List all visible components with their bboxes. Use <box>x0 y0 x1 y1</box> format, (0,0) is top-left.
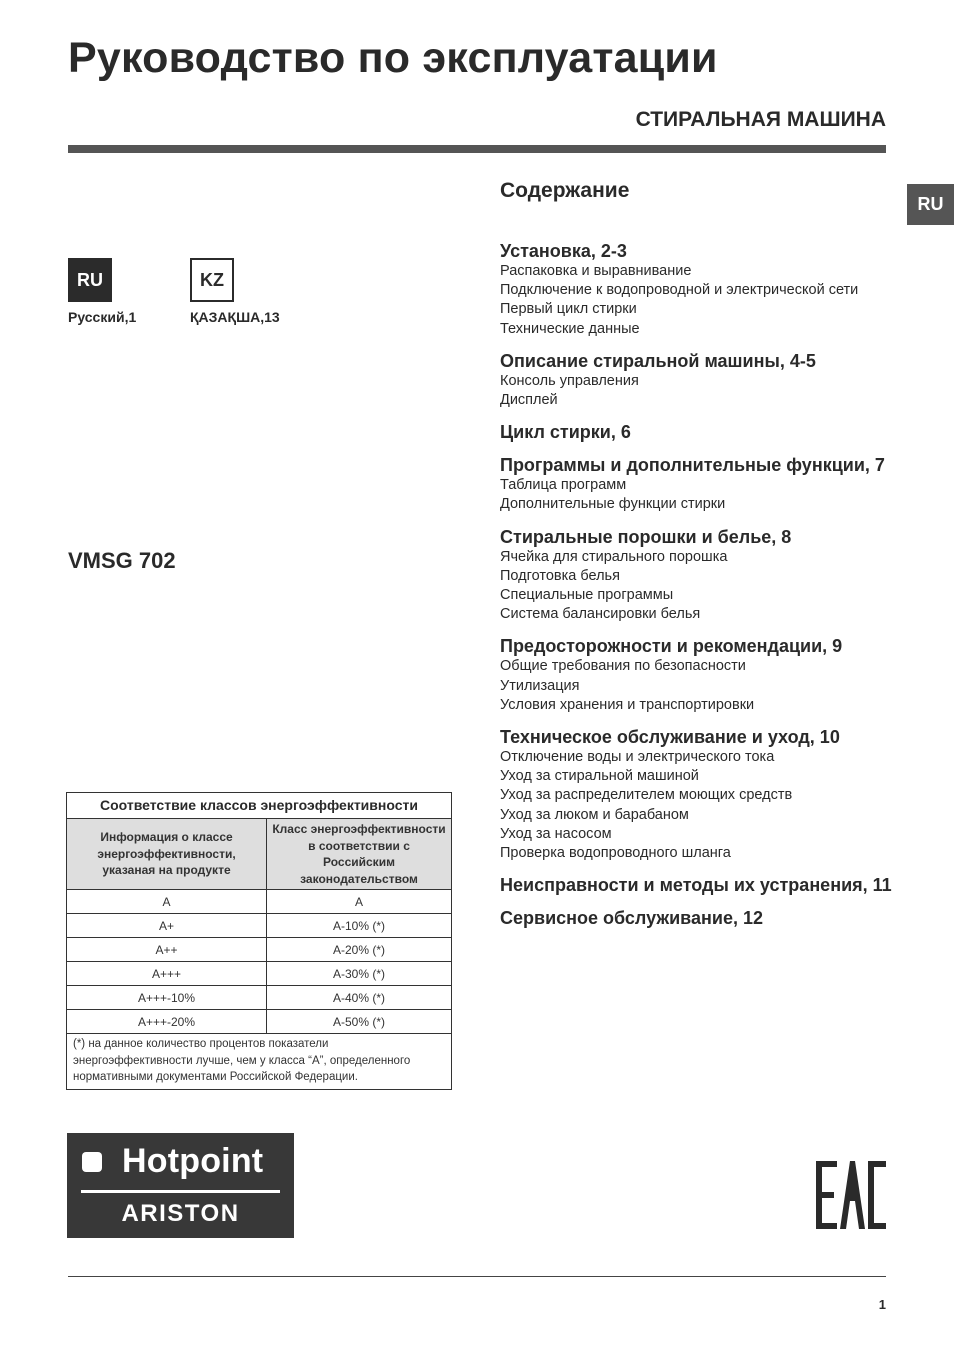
toc-item[interactable]: Подключение к водопроводной и электрической сети <box>500 282 859 299</box>
toc-section-title[interactable]: Цикл стирки, 6 <box>500 422 631 443</box>
table-row <box>67 938 451 962</box>
toc-section <box>500 907 900 929</box>
toc-section <box>500 874 900 896</box>
toc-item[interactable]: Уход за насосом <box>500 825 612 842</box>
toc-section-title[interactable]: Стиральные порошки и белье, 8 <box>500 526 792 547</box>
energy-col-russian-class: Класс энергоэффективности в соответствии с Российским законодательством <box>267 819 452 890</box>
toc-item[interactable]: Технические данные <box>500 320 640 337</box>
energy-table <box>67 819 451 1034</box>
energy-product-class-cell: A+ <box>67 914 267 938</box>
toc-item[interactable]: Уход за распределителем моющих средств <box>500 787 793 804</box>
toc-section <box>500 454 900 514</box>
toc-section-title[interactable]: Установка, 2-3 <box>500 241 627 261</box>
logo-sub-text: ARISTON <box>121 1200 240 1227</box>
energy-russian-class-cell: A-50% (*) <box>267 1010 452 1034</box>
logo-divider <box>81 1190 280 1193</box>
energy-product-class-cell: A+++-20% <box>67 1010 267 1034</box>
table-row <box>67 962 451 986</box>
energy-col-product-class: Информация о классе энергоэффективности, указаная на продукте <box>67 819 267 890</box>
toc-section-title[interactable]: Программы и дополнительные функции, 7 <box>500 455 885 476</box>
toc-section <box>500 240 900 339</box>
table-row <box>67 1010 451 1034</box>
toc-item[interactable]: Специальные программы <box>500 587 674 604</box>
energy-class-table <box>66 792 452 1090</box>
language-side-tab: RU <box>907 184 954 225</box>
energy-product-class-cell: A <box>67 890 267 914</box>
page-title: Руководство по эксплуатации <box>68 34 718 82</box>
energy-table-title: Соответствие классов энергоэффективности <box>67 793 451 819</box>
eac-certification-mark <box>816 1161 886 1229</box>
toc-item[interactable]: Отключение воды и электрического тока <box>500 749 775 766</box>
toc-item[interactable]: Система балансировки белья <box>500 606 701 623</box>
toc-section-title[interactable]: Сервисное обслуживание, 12 <box>500 908 763 929</box>
toc-section <box>500 726 900 863</box>
toc-item[interactable]: Уход за стиральной машиной <box>500 768 699 785</box>
toc-section <box>500 421 900 443</box>
toc-item[interactable]: Таблица программ <box>500 477 627 494</box>
logo-brand-text: Hotpoint <box>122 1142 264 1180</box>
table-row <box>67 890 451 914</box>
energy-table-note: (*) на данное количество процентов показатели энергоэффективности лучше, чем у класса “A”, определенного нормативными документами Российской Федерации. <box>73 1038 411 1083</box>
energy-russian-class-cell: A-20% (*) <box>267 938 452 962</box>
toc-item[interactable]: Ячейка для стирального порошка <box>500 548 728 565</box>
page-number: 1 <box>878 1297 886 1312</box>
toc-item[interactable]: Уход за люком и барабаном <box>500 806 689 823</box>
model-number: VMSG 702 <box>68 548 176 573</box>
toc-section <box>500 526 900 625</box>
energy-russian-class-cell: A-10% (*) <box>267 914 452 938</box>
toc-item[interactable]: Консоль управления <box>500 372 639 389</box>
toc-item[interactable]: Распаковка и выравнивание <box>500 263 692 279</box>
energy-russian-class-cell: A-40% (*) <box>267 986 452 1010</box>
toc-item[interactable]: Проверка водопроводного шланга <box>500 845 731 862</box>
toc-section <box>500 350 900 410</box>
language-kz-badge[interactable]: KZ <box>190 258 234 302</box>
energy-product-class-cell: A++ <box>67 938 267 962</box>
hotpoint-ariston-logo <box>67 1133 294 1238</box>
energy-product-class-cell: A+++ <box>67 962 267 986</box>
energy-russian-class-cell: A <box>267 890 452 914</box>
table-of-contents <box>500 240 900 940</box>
toc-item[interactable]: Условия хранения и транспортировки <box>500 696 755 713</box>
toc-section-title[interactable]: Неисправности и методы их устранения, 11 <box>500 875 892 896</box>
toc-heading: Содержание <box>500 179 630 202</box>
table-row <box>67 914 451 938</box>
toc-item[interactable]: Первый цикл стирки <box>500 301 637 318</box>
header-rule <box>68 145 886 153</box>
toc-item[interactable]: Дополнительные функции стирки <box>500 496 726 513</box>
language-ru-badge[interactable]: RU <box>68 258 112 302</box>
energy-product-class-cell: A+++-10% <box>67 986 267 1010</box>
toc-section <box>500 635 900 715</box>
table-row <box>67 986 451 1010</box>
document-subtitle: СТИРАЛЬНАЯ МАШИНА <box>635 108 886 131</box>
toc-item[interactable]: Дисплей <box>500 392 558 409</box>
language-kz-label[interactable]: ҚАЗАҚША,13 <box>190 309 280 325</box>
toc-section-title[interactable]: Предосторожности и рекомендации, 9 <box>500 636 843 657</box>
toc-item[interactable]: Подготовка белья <box>500 567 620 584</box>
toc-section-title[interactable]: Описание стиральной машины, 4-5 <box>500 350 816 371</box>
energy-russian-class-cell: A-30% (*) <box>267 962 452 986</box>
language-ru-label[interactable]: Русский,1 <box>68 309 137 325</box>
toc-section-title[interactable]: Техническое обслуживание и уход, 10 <box>500 727 840 748</box>
toc-item[interactable]: Общие требования по безопасности <box>500 658 746 675</box>
logo-square-icon <box>82 1152 102 1172</box>
toc-item[interactable]: Утилизация <box>500 677 580 694</box>
footer-rule <box>68 1276 886 1277</box>
